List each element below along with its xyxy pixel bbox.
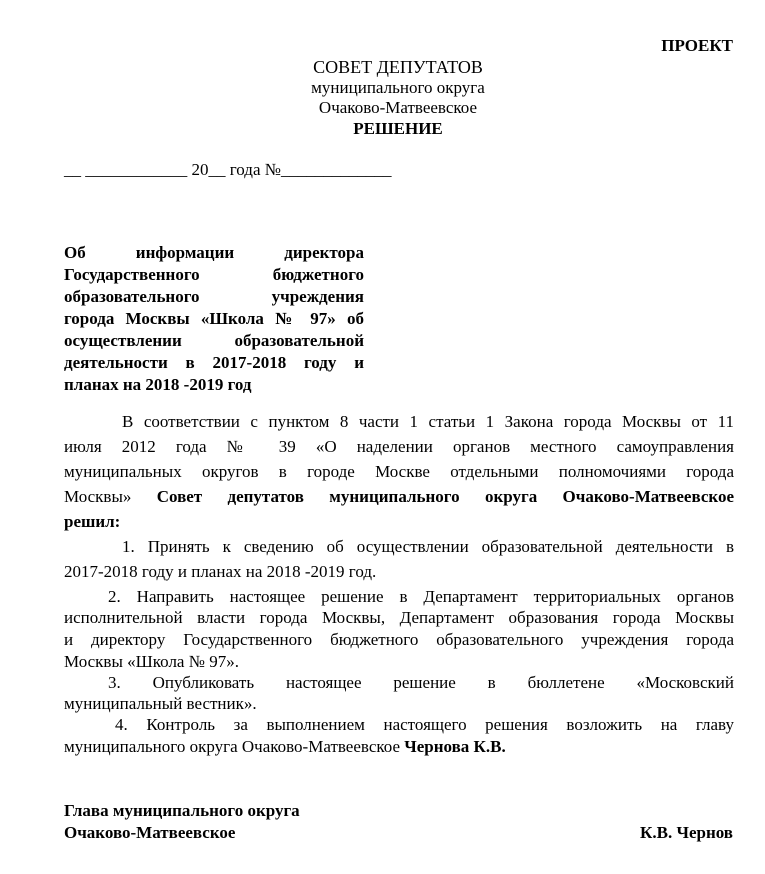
preamble-line: июля 2012 года № 39 «О наделении органов местного самоуправления bbox=[64, 437, 734, 456]
resolved-word: решил: bbox=[64, 512, 121, 531]
subject-line: осуществлении образовательной bbox=[64, 331, 364, 350]
signature-title: Глава муниципального округа bbox=[64, 801, 300, 820]
item-line: исполнительной власти города Москвы, Департамент образования города Москвы bbox=[64, 608, 734, 627]
subject-line: Об информации директора bbox=[64, 243, 364, 262]
item-line: 2. Направить настоящее решение в Департамент территориальных органов bbox=[108, 587, 734, 606]
subject-line: планах на 2018 -2019 год bbox=[64, 375, 252, 394]
subject-line: образовательного учреждения bbox=[64, 287, 364, 306]
date-number-line: __ ____________ 20__ года №_____________ bbox=[64, 160, 392, 179]
council-resolution-phrase: Совет депутатов муниципального округа Очаково-Матвеевское bbox=[156, 487, 734, 506]
subject-line: города Москвы «Школа № 97» об bbox=[64, 309, 364, 328]
signatory-name: К.В. Чернов bbox=[640, 823, 733, 842]
item-text: муниципального округа Очаково-Матвеевское bbox=[64, 737, 401, 756]
preamble-line: В соответствии с пунктом 8 части 1 статьи 1 Закона города Москвы от 11 bbox=[122, 412, 734, 431]
preamble-line bbox=[64, 487, 734, 507]
item-line: 4. Контроль за выполнением настоящего решения возложить на главу bbox=[115, 715, 734, 734]
item-line: Москвы «Школа № 97». bbox=[64, 652, 239, 671]
head-name: Чернова К.В. bbox=[404, 737, 506, 756]
item-line: 1. Принять к сведению об осуществлении образовательной деятельности в bbox=[122, 537, 734, 556]
council-name: СОВЕТ ДЕПУТАТОВ bbox=[313, 57, 483, 77]
preamble-line: муниципальных округов в городе Москве отдельными полномочиями города bbox=[64, 462, 734, 481]
item-line: муниципальный вестник». bbox=[64, 694, 257, 713]
subject-line: деятельности в 2017-2018 году и bbox=[64, 353, 364, 372]
item-line: 2017-2018 году и планах на 2018 -2019 год. bbox=[64, 562, 377, 581]
document-type: РЕШЕНИЕ bbox=[353, 119, 443, 138]
draft-mark: ПРОЕКТ bbox=[661, 36, 733, 55]
subject-line: Государственного бюджетного bbox=[64, 265, 364, 284]
item-line bbox=[64, 737, 734, 757]
preamble-text: Москвы» bbox=[64, 487, 132, 506]
item-line: и директору Государственного бюджетного образовательного учреждения города bbox=[64, 630, 734, 649]
district-label: муниципального округа bbox=[311, 78, 485, 97]
signature-title-district: Очаково-Матвеевское bbox=[64, 823, 236, 842]
district-name: Очаково-Матвеевское bbox=[318, 98, 478, 117]
item-line: 3. Опубликовать настоящее решение в бюллетене «Московский bbox=[108, 673, 734, 692]
